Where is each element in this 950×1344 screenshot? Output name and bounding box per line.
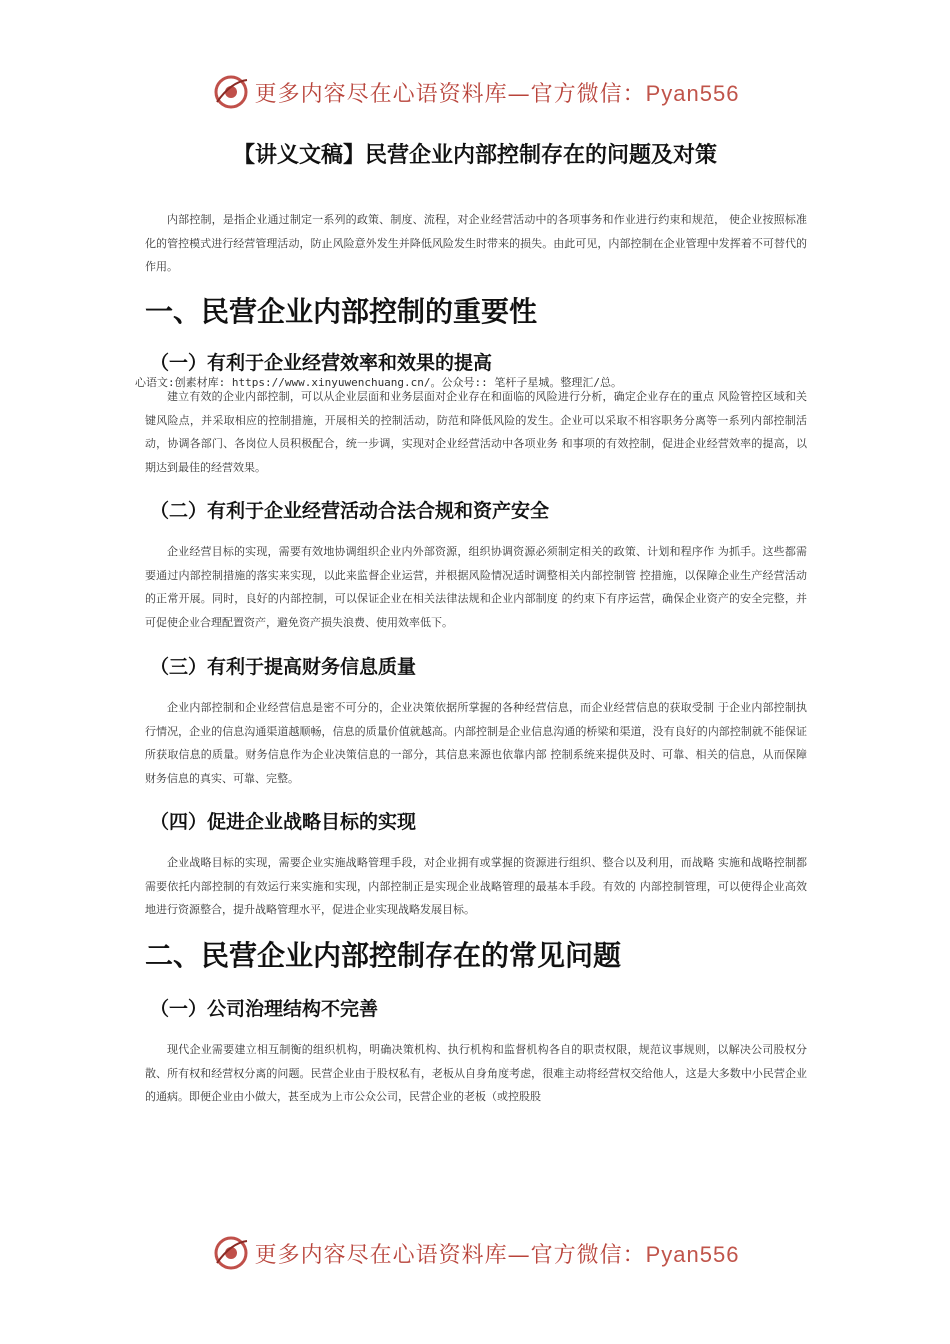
wechat-id: Pyan556 bbox=[645, 1241, 740, 1267]
section2-heading: 二、民营企业内部控制存在的常见问题 bbox=[145, 939, 622, 972]
document-title: 【讲义文稿】民营企业内部控制存在的问题及对策 bbox=[232, 143, 717, 168]
wechat-id: Pyan556 bbox=[645, 80, 740, 106]
footer-banner bbox=[0, 1231, 950, 1275]
section1-sub3-heading: （三）有利于提高财务信息质量 bbox=[150, 656, 417, 678]
section2-sub1-text: 现代企业需要建立相互制衡的组织机构，明确决策机构、执行机构和监督机构各自的职责权限，规范议事规则，以解决公司股权分散、所有权和经营权分离的问题。民营企业由于股权私有，老板从自身角度考虑，很难主动将经营权交给他人，这是大多数中小民营企业的通病。即便企业由小做大，甚至成为上市公众公司，民营企业的老板（或控股股 bbox=[145, 1043, 807, 1103]
banner-text: 更多内容尽在心语资料库—官方微信：Pyan556 bbox=[254, 1241, 740, 1268]
logo-icon bbox=[211, 72, 251, 112]
section1-sub4-text: 企业战略目标的实现，需要企业实施战略管理手段，对企业拥有或掌握的资源进行组织、整合以及利用，而战略 实施和战略控制都需要依托内部控制的有效运行来实施和实现，内部控制正是实现企业战略管理的最基本手段。有效的 内部控制管理，可以使得企业高效地进行资源整合，提升战略管理水平，促进企业实现战略发展目标。 bbox=[145, 856, 807, 916]
banner-text: 更多内容尽在心语资料库—官方微信：Pyan556 bbox=[254, 80, 740, 107]
source-note: 心语文:创素材库: https://www.xinyuwenchuang.cn/。公众号:: 笔杆子星城。整理汇/总。 bbox=[135, 376, 623, 389]
section1-sub2-heading: （二）有利于企业经营活动合法合规和资产安全 bbox=[150, 500, 550, 522]
header-banner bbox=[0, 70, 950, 114]
section1-heading: 一、民营企业内部控制的重要性 bbox=[145, 295, 538, 328]
section1-sub1-heading: （一）有利于企业经营效率和效果的提高 bbox=[150, 352, 493, 374]
section1-sub2-text: 企业经营目标的实现，需要有效地协调组织企业内外部资源，组织协调资源必须制定相关的政策、计划和程序作 为抓手。这些都需要通过内部控制措施的落实来实现，以此来监督企业运营，并根据风险情况适时调整相关内部控制管 控措施，以保障企业生产经营活动的正常开展。同时，良好的内部控制，可以保证企业在相关法律法规和企业内部制度 的约束下有序运营，确保企业资产的安全完整，并可促使企业合理配置资产，避免资产损失浪费、使用效率低下。 bbox=[145, 545, 807, 629]
section2-sub1-heading: （一）公司治理结构不完善 bbox=[150, 998, 379, 1020]
logo-icon bbox=[211, 1233, 251, 1273]
section1-sub4-heading: （四）促进企业战略目标的实现 bbox=[150, 811, 417, 833]
section1-sub3-text: 企业内部控制和企业经营信息是密不可分的，企业决策依据所掌握的各种经营信息，而企业经营信息的获取受制 于企业内部控制执行情况，企业的信息沟通渠道越顺畅，信息的质量价值就越高。内部控制是企业信息沟通的桥梁和渠道，没有良好的内部控制就不能保证所获取信息的质量。财务信息作为企业决策信息的一部分，其信息来源也依靠内部 控制系统来提供及时、可靠、相关的信息，从而保障财务信息的真实、可靠、完整。 bbox=[145, 701, 807, 785]
intro-paragraph: 内部控制，是指企业通过制定一系列的政策、制度、流程，对企业经营活动中的各项事务和作业进行约束和规范， 使企业按照标准化的管控模式进行经营管理活动，防止风险意外发生并降低风险发生时带来的损失。由此可见，内部控制在企业管理中发挥着不可替代的作用。 bbox=[145, 213, 807, 273]
section1-sub1-text: 建立有效的企业内部控制，可以从企业层面和业务层面对企业存在和面临的风险进行分析，确定企业存在的重点 风险管控区域和关键风险点，并采取相应的控制措施，开展相关的控制活动，防范和降低风险的发生。企业可以采取不相容职务分离等一系列内部控制活动，协调各部门、各岗位人员积极配合，统一步调，实现对企业经营活动中各项业务 和事项的有效控制，促进企业经营效率的提高，以期达到最佳的经营效果。 bbox=[145, 390, 807, 474]
